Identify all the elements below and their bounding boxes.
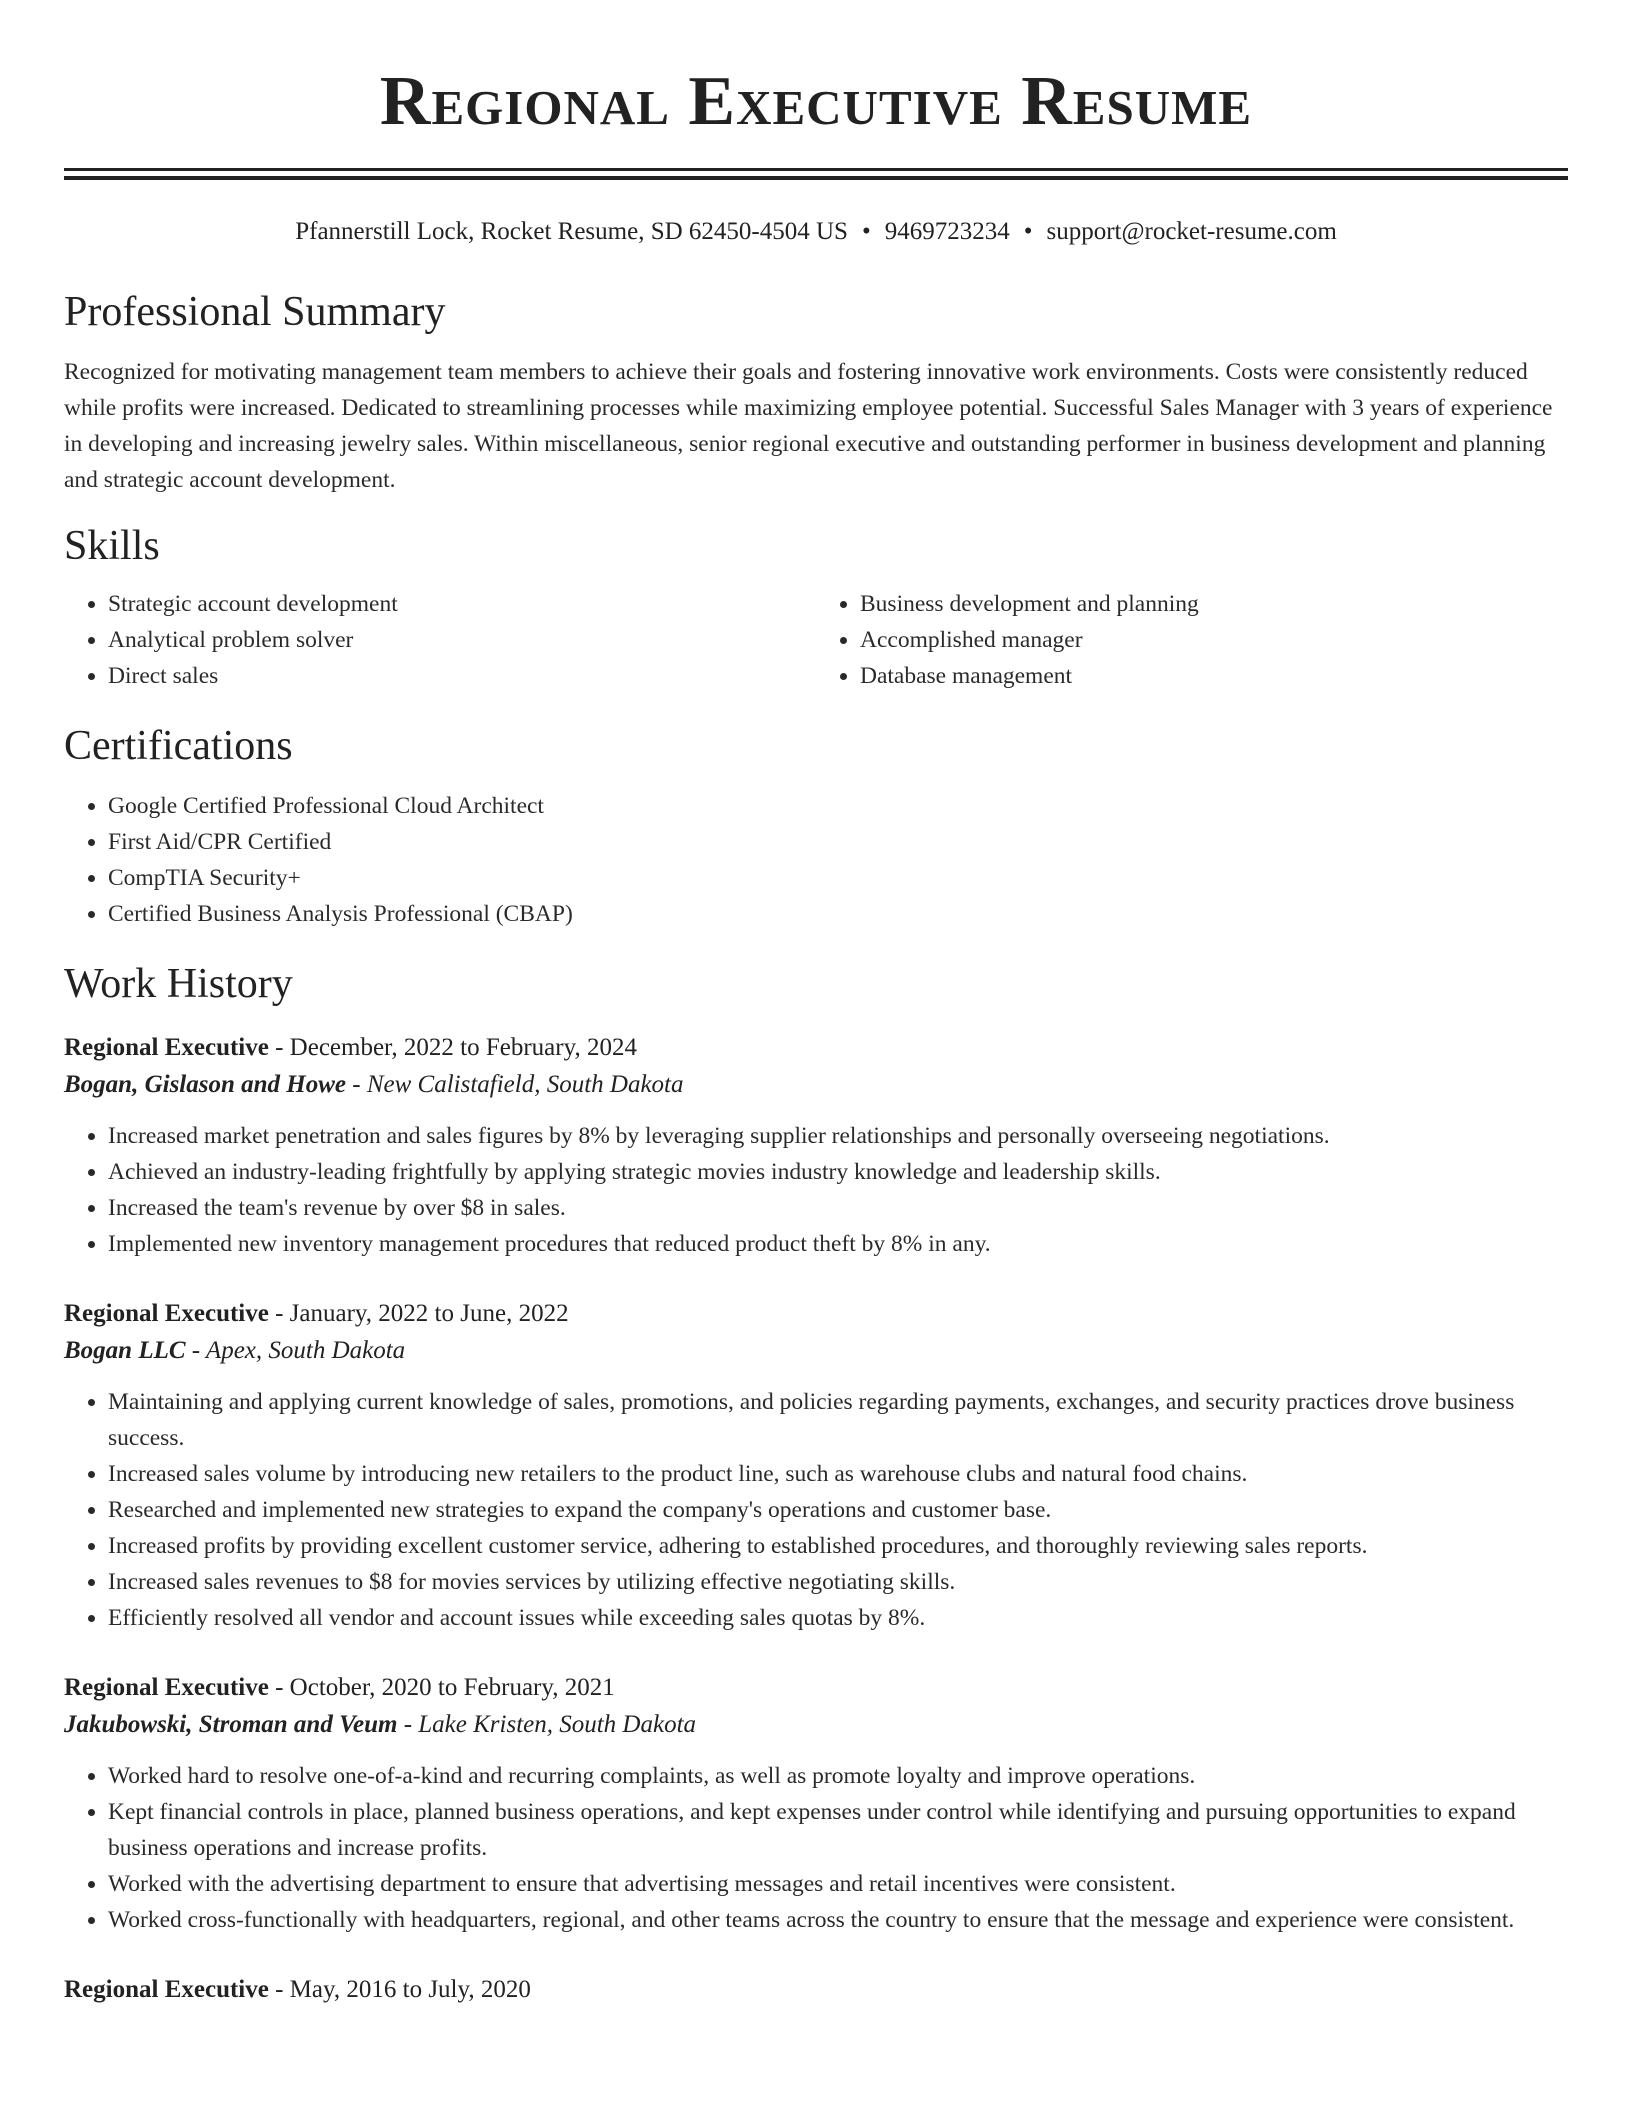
certifications-list bbox=[64, 788, 1568, 932]
job-entry bbox=[64, 1670, 1568, 1938]
work-history-heading: Work History bbox=[64, 961, 293, 1007]
job-entry bbox=[64, 1296, 1568, 1636]
job-bullet: • Efficiently resolved all vendor and account issues while exceeding sales quotas by 8%. bbox=[108, 1600, 1568, 1636]
contact-address: Pfannerstill Lock, Rocket Resume, SD 62450-4504 US bbox=[295, 218, 848, 245]
skills-grid bbox=[64, 586, 1568, 694]
job-title: Regional Executive bbox=[64, 1300, 269, 1327]
job-bullets bbox=[64, 1118, 1568, 1262]
job-company-line bbox=[64, 1332, 1568, 1370]
certification-item: • Certified Business Analysis Professional (CBAP) bbox=[108, 896, 1568, 932]
skills-section bbox=[64, 520, 1568, 694]
job-title-line bbox=[64, 1670, 1568, 1706]
job-bullet: • Increased the team's revenue by over $8 in sales. bbox=[108, 1190, 1568, 1226]
job-bullets bbox=[64, 1758, 1568, 1938]
job-title-line bbox=[64, 1972, 1568, 2008]
certifications-heading: Certifications bbox=[64, 723, 293, 769]
job-bullet: • Researched and implemented new strategies to expand the company's operations and customer base. bbox=[108, 1492, 1568, 1528]
job-company-line bbox=[64, 1706, 1568, 1744]
skills-heading: Skills bbox=[64, 523, 160, 569]
summary-text: Recognized for motivating management team members to achieve their goals and fostering innovative work environments. Costs were consistently reduced while profits were increased. Dedicated to streamlining processes while maximizing employee potential. Successful Sales Manager with 3 years of experience in developing and increasing jewelry sales. Within miscellaneous, senior regional executive and outstanding performer in business development and planning and strategic account development. bbox=[64, 359, 1553, 493]
job-bullet: • Maintaining and applying current knowledge of sales, promotions, and policies regarding payments, exchanges, and security practices drove business success. bbox=[108, 1384, 1568, 1456]
job-bullet: • Worked with the advertising department to ensure that advertising messages and retail incentives were consistent. bbox=[108, 1866, 1568, 1902]
skill-item: • Strategic account development bbox=[108, 586, 816, 622]
job-title-line bbox=[64, 1296, 1568, 1332]
summary-heading: Professional Summary bbox=[64, 289, 446, 335]
certification-item: • Google Certified Professional Cloud Architect bbox=[108, 788, 1568, 824]
skills-list-left bbox=[64, 586, 816, 694]
job-dates: - January, 2022 to June, 2022 bbox=[268, 1300, 569, 1327]
certification-item: • First Aid/CPR Certified bbox=[108, 824, 1568, 860]
job-bullet: • Increased sales volume by introducing new retailers to the product line, such as warehouse clubs and natural food chains. bbox=[108, 1456, 1568, 1492]
summary-section bbox=[64, 286, 1568, 498]
job-dates: - May, 2016 to July, 2020 bbox=[268, 1976, 531, 2003]
job-title: Regional Executive bbox=[64, 1976, 269, 2003]
job-company: Bogan, Gislason and Howe bbox=[64, 1071, 347, 1098]
work-history-section bbox=[64, 958, 1568, 2008]
job-entry bbox=[64, 1030, 1568, 1262]
skill-item: • Accomplished manager bbox=[860, 622, 1568, 658]
job-dates: - October, 2020 to February, 2021 bbox=[268, 1674, 615, 1701]
job-bullet: • Kept financial controls in place, planned business operations, and kept expenses under control while identifying and pursuing opportunities to expand business operations and increase profits. bbox=[108, 1794, 1568, 1866]
title-divider bbox=[64, 168, 1568, 180]
contact-line bbox=[64, 216, 1568, 248]
contact-separator: • bbox=[861, 218, 871, 245]
job-location: - New Calistafield, South Dakota bbox=[346, 1071, 684, 1098]
job-bullet: • Achieved an industry-leading frightfully by applying strategic movies industry knowledge and leadership skills. bbox=[108, 1154, 1568, 1190]
job-bullet: • Increased sales revenues to $8 for movies services by utilizing effective negotiating skills. bbox=[108, 1564, 1568, 1600]
job-bullet: • Implemented new inventory management procedures that reduced product theft by 8% in any. bbox=[108, 1226, 1568, 1262]
skills-list-right bbox=[816, 586, 1568, 694]
job-company: Bogan LLC bbox=[64, 1337, 186, 1364]
contact-email: support@rocket-resume.com bbox=[1046, 218, 1337, 245]
job-company: Jakubowski, Stroman and Veum bbox=[64, 1711, 398, 1738]
certifications-section bbox=[64, 720, 1568, 932]
job-bullet: • Worked hard to resolve one-of-a-kind and recurring complaints, as well as promote loyalty and improve operations. bbox=[108, 1758, 1568, 1794]
job-title: Regional Executive bbox=[64, 1034, 269, 1061]
job-location: - Lake Kristen, South Dakota bbox=[397, 1711, 697, 1738]
job-title-line bbox=[64, 1030, 1568, 1066]
job-company-line bbox=[64, 1066, 1568, 1104]
skill-item: • Database management bbox=[860, 658, 1568, 694]
job-bullet: • Increased profits by providing excellent customer service, adhering to established procedures, and thoroughly reviewing sales reports. bbox=[108, 1528, 1568, 1564]
job-bullet: • Increased market penetration and sales figures by 8% by leveraging supplier relationships and personally overseeing negotiations. bbox=[108, 1118, 1568, 1154]
contact-separator: • bbox=[1023, 218, 1033, 245]
page-title: Regional Executive Resume bbox=[379, 63, 1253, 140]
job-bullet: • Worked cross-functionally with headquarters, regional, and other teams across the country to ensure that the message and experience were consistent. bbox=[108, 1902, 1568, 1938]
skill-item: • Analytical problem solver bbox=[108, 622, 816, 658]
skill-item: • Business development and planning bbox=[860, 586, 1568, 622]
job-location: - Apex, South Dakota bbox=[185, 1337, 406, 1364]
skill-item: • Direct sales bbox=[108, 658, 816, 694]
job-entry bbox=[64, 1972, 1568, 2008]
job-bullets bbox=[64, 1384, 1568, 1636]
certification-item: • CompTIA Security+ bbox=[108, 860, 1568, 896]
contact-phone: 9469723234 bbox=[884, 218, 1010, 245]
job-dates: - December, 2022 to February, 2024 bbox=[268, 1034, 637, 1061]
job-title: Regional Executive bbox=[64, 1674, 269, 1701]
